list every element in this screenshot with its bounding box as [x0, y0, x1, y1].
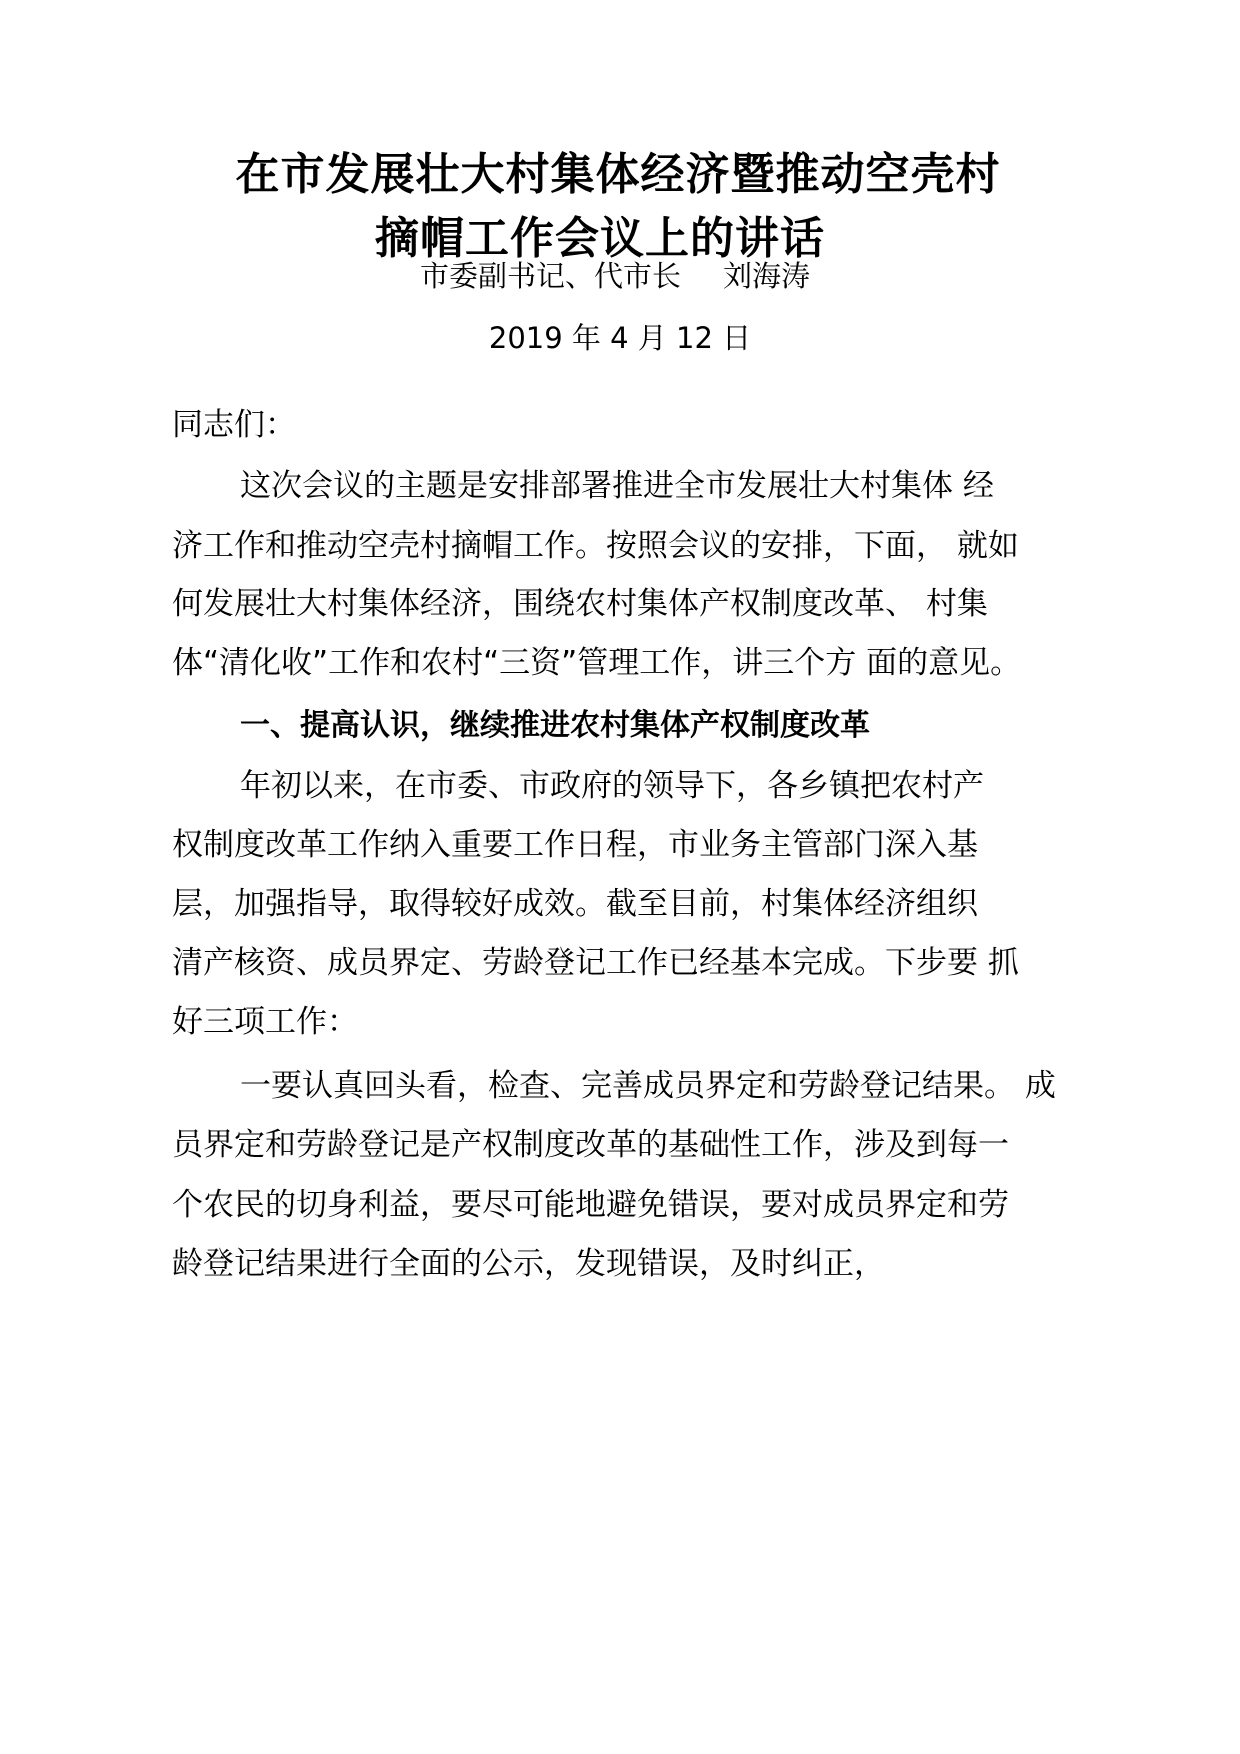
- author-role: 市委副书记、代市长: [420, 259, 682, 293]
- paragraph-line: 权制度改革工作纳入重要工作日程，市业务主管部门深入基: [172, 827, 978, 863]
- intro-line: 济工作和推动空壳村摘帽工作。按照会议的安排，下面， 就如: [172, 528, 1019, 564]
- paragraph-line: 一要认真回头看，检查、完善成员界定和劳龄登记结果。 成: [240, 1068, 1056, 1104]
- salutation: 同志们：: [172, 407, 296, 443]
- intro-line: 这次会议的主题是安排部署推进全市发展壮大村集体 经: [240, 468, 994, 504]
- intro-line: 何发展壮大村集体经济，围绕农村集体产权制度改革、 村集: [172, 586, 988, 622]
- intro-line: 体“清化收”工作和农村“三资”管理工作，讲三个方 面的意见。: [172, 645, 1022, 681]
- paragraph-line: 个农民的切身利益，要尽可能地避免错误，要对成员界定和劳: [172, 1187, 1009, 1223]
- paragraph-line: 龄登记结果进行全面的公示，发现错误，及时纠正，: [172, 1246, 885, 1282]
- speech-date: 2019 年 4 月 12 日: [488, 321, 752, 355]
- paragraph-line: 清产核资、成员界定、劳龄登记工作已经基本完成。下步要 抓: [172, 945, 1019, 981]
- document-title-line-1: 在市发展壮大村集体经济暨推动空壳村: [235, 149, 1001, 200]
- paragraph-line: 好三项工作：: [172, 1004, 358, 1040]
- paragraph-line: 年初以来，在市委、市政府的领导下，各乡镇把农村产: [240, 768, 984, 804]
- author-line: [420, 256, 810, 296]
- author-name: 刘海涛: [723, 259, 811, 293]
- section-heading: 一、提高认识，继续推进农村集体产权制度改革: [240, 708, 870, 743]
- paragraph-line: 员界定和劳龄登记是产权制度改革的基础性工作，涉及到每一: [172, 1127, 1009, 1163]
- document-title-line-2: 摘帽工作会议上的讲话: [375, 213, 825, 264]
- paragraph-line: 层，加强指导，取得较好成效。截至目前，村集体经济组织: [172, 886, 978, 922]
